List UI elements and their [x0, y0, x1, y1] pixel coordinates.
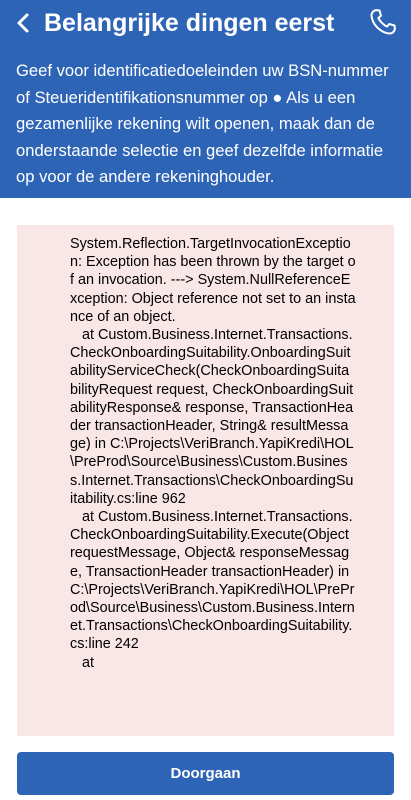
call-button[interactable]	[367, 6, 399, 38]
error-panel	[17, 225, 394, 736]
phone-icon	[368, 7, 398, 37]
continue-button[interactable]: Doorgaan	[17, 752, 394, 795]
page-title: Belangrijke dingen eerst	[44, 9, 335, 37]
intro-text: Geef voor identificatiedoeleinden uw BSN-nummer of Steueridentifikationsnummer op ● Als u een gezamenlijke rekening wilt openen, maak dan de onderstaande selectie en geef dezelfde informatie op voor de andere rekeninghouder.	[16, 61, 389, 186]
chevron-left-icon	[15, 12, 31, 34]
back-button[interactable]	[10, 8, 36, 38]
error-message: System.Reflection.TargetInvocationException: Exception has been thrown by the target of an invocation. ---> System.NullReferenceException: Object reference not set to an instance of an object. at Custom.Business.Internet.Transactions.CheckOnboardingSuitability.OnboardingSuitabilityServiceCheck(CheckOnboardingSuitabilityRequest request, CheckOnboardingSuitabilityResponse& response, TransactionHeader transactionHeader, String& resultMessage) in C:\Projects\VeriBranch.YapiKredi\HOL\PreProd\Source\Business\Custom.Business.Internet.Transactions\CheckOnboardingSuitability.cs:line 962 at Custom.Business.Internet.Transactions.CheckOnboardingSuitability.Execute(Object requestMessage, Object& responseMessage, TransactionHeader transactionHeader) in C:\Projects\VeriBranch.YapiKredi\HOL\PreProd\Source\Business\Custom.Business.Internet.Transactions\CheckOnboardingSuitability.cs:line 242 at	[70, 236, 356, 671]
header-bar	[0, 0, 411, 198]
